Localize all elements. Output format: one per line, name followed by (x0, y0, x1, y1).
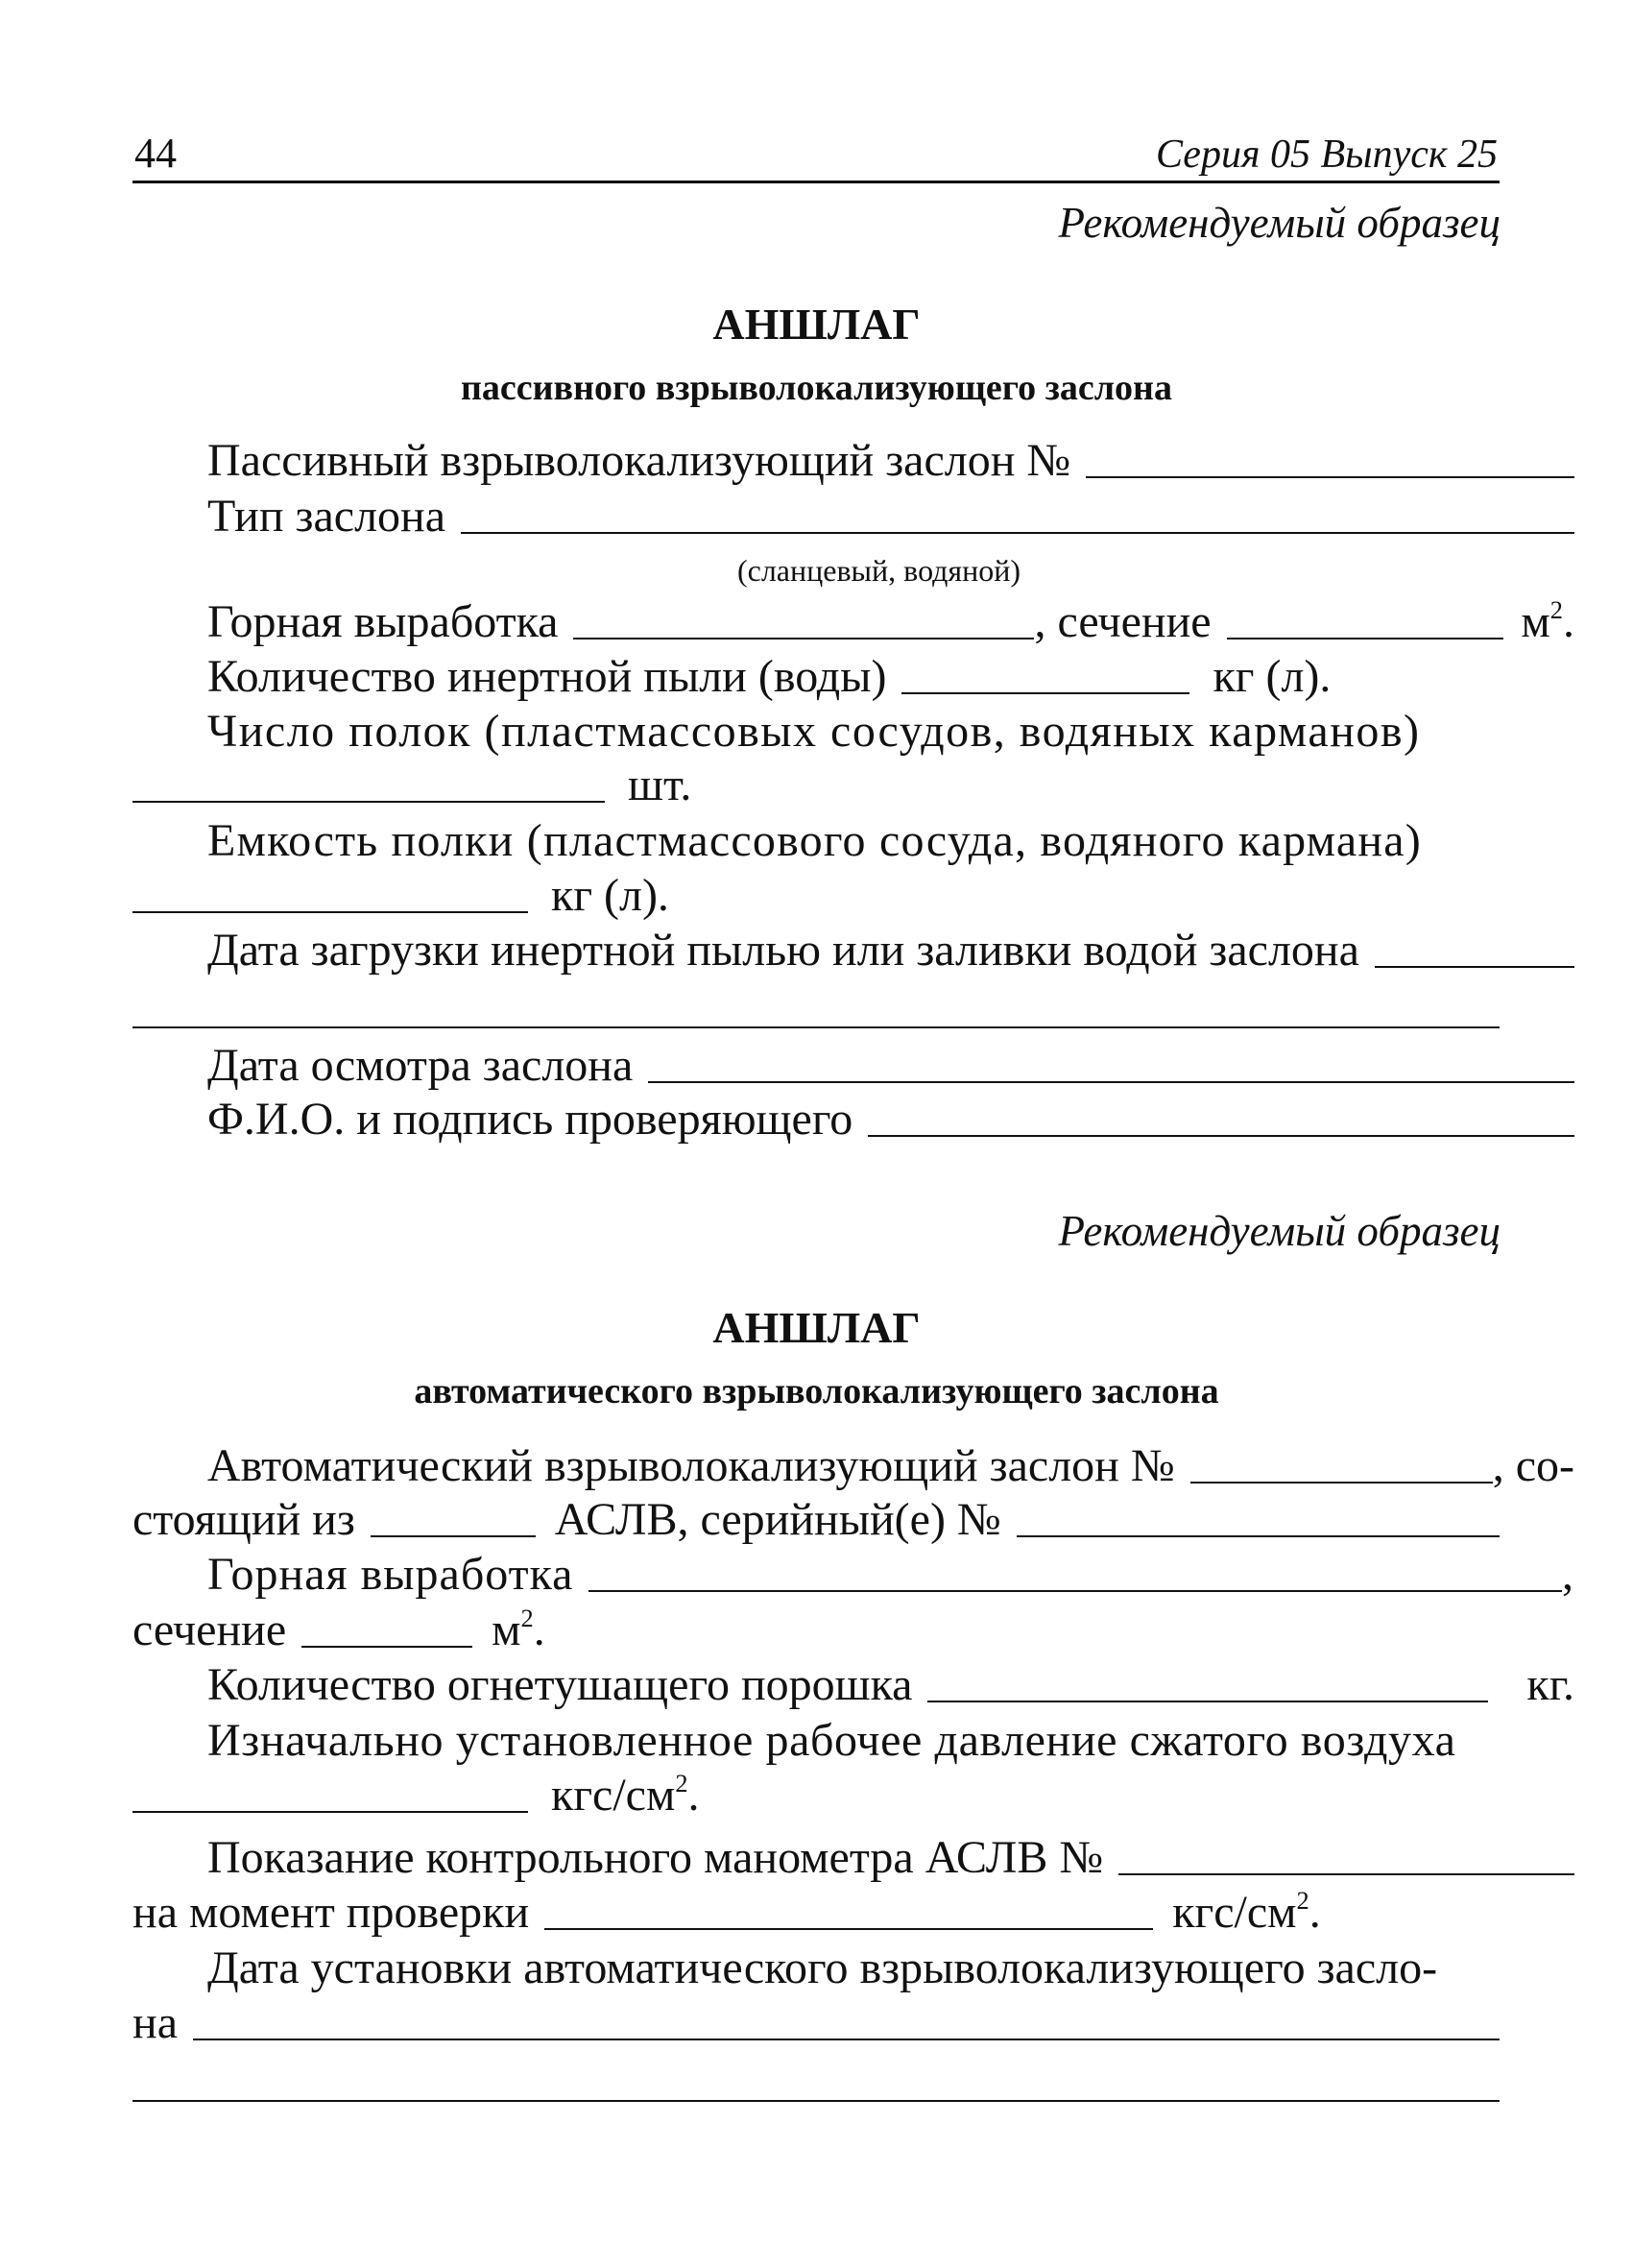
form2-working-row (132, 1546, 1574, 1600)
form1-type-row (132, 488, 1574, 542)
form1-type-label: Тип заслона (207, 491, 446, 542)
form1-number-field[interactable] (1086, 476, 1574, 478)
form1-inspect-row (132, 1037, 1574, 1091)
form1-working-field[interactable] (573, 638, 1034, 639)
form2-gauge-label: Показание контрольного манометра АСЛВ № (207, 1832, 1104, 1883)
form2-working-suffix: , (1562, 1549, 1574, 1600)
form1-inert-row (132, 648, 1574, 702)
form1-load-date-field[interactable] (1375, 966, 1574, 968)
form2-pressure-unit: кгс/$см^2$. (551, 1769, 700, 1821)
form1-subtitle: пассивного взрыволокализующего заслона (461, 368, 1172, 408)
form1-type-field[interactable] (461, 532, 1574, 534)
recommended-sample-note-2: Рекомендуемый образец (1058, 1207, 1501, 1255)
form2-pressure-field[interactable] (132, 1811, 528, 1813)
form1-inert-field[interactable] (901, 692, 1189, 694)
form2-install-label: Дата установки автоматического взрыволокализующего засло- (207, 1942, 1438, 1993)
form2-number-label: Автоматический взрыволокализующий заслон № (207, 1440, 1175, 1491)
form2-powder-row (132, 1656, 1574, 1710)
form2-consist-field[interactable] (371, 1535, 536, 1537)
form2-subtitle: автоматического взрыволокализующего заслона (414, 1371, 1219, 1411)
form1-section-unit: $м^2$. (1521, 595, 1574, 647)
form1-shelves-row (132, 703, 1574, 757)
form1-number-label: Пассивный взрыволокализующий заслон № (207, 435, 1071, 486)
form2-section-row (132, 1602, 1500, 1655)
form1-load-date-label: Дата загрузки инертной пылью или заливки водой заслона (207, 925, 1359, 976)
form1-inspector-field[interactable] (868, 1135, 1574, 1137)
form1-capacity-label: Емкость полки (пластмассового сосуда, водяного кармана) (207, 815, 1422, 866)
form2-title: АНШЛАГ (712, 1303, 921, 1352)
form2-serial-field[interactable] (1017, 1535, 1500, 1537)
form2-check-row (132, 1884, 1500, 1938)
form1-capacity-field-row (132, 867, 1500, 921)
form2-working-label: Горная выработка (207, 1549, 574, 1600)
form1-inspector-row (132, 1091, 1574, 1145)
form2-powder-label: Количество огнетушащего порошка (207, 1659, 913, 1710)
form2-pressure-row (132, 1712, 1574, 1766)
form1-capacity-unit: кг (л). (551, 870, 669, 921)
form2-check-label: на момент проверки (132, 1887, 530, 1938)
form1-inspect-field[interactable] (648, 1081, 1574, 1083)
form1-working-row (132, 593, 1574, 647)
form1-working-label: Горная выработка (207, 596, 559, 647)
form1-shelves-field[interactable] (132, 801, 605, 803)
form1-load-date-row (132, 922, 1574, 976)
form2-pressure-label: Изначально установленное рабочее давление сжатого воздуха (207, 1715, 1456, 1766)
form2-check-field[interactable] (544, 1928, 1153, 1930)
form2-install-line2[interactable] (132, 2100, 1500, 2102)
recommended-sample-note: Рекомендуемый образец (1058, 199, 1501, 247)
form1-load-date-line2[interactable] (132, 1026, 1500, 1028)
form2-consist-label: стоящий из (132, 1494, 355, 1545)
form2-powder-field[interactable] (927, 1701, 1488, 1702)
form2-pressure-field-row (132, 1767, 1500, 1821)
form2-install-field[interactable] (193, 2039, 1500, 2040)
form1-inspector-label: Ф.И.О. и подпись проверяющего (207, 1094, 853, 1145)
form2-gauge-field[interactable] (1118, 1873, 1574, 1875)
running-header (132, 125, 1500, 183)
form2-install-field-row (132, 1994, 1500, 2048)
form1-shelves-label: Число полок (пластмассовых сосудов, водяных карманов) (207, 706, 1421, 757)
form2-powder-unit: кг. (1526, 1659, 1574, 1710)
form2-section-unit: $м^2$. (492, 1604, 545, 1655)
form2-section-label: сечение (132, 1604, 287, 1655)
form2-number-field[interactable] (1190, 1482, 1493, 1484)
form2-check-unit: кгс/$см^2$. (1172, 1886, 1321, 1938)
form1-inert-unit: кг (л). (1213, 651, 1332, 702)
form2-number-row (132, 1437, 1574, 1491)
series-label: Серия 05 Выпуск 25 (1156, 133, 1498, 177)
form2-install-suffix: на (132, 1997, 178, 2048)
page-number: 44 (134, 130, 177, 177)
form1-type-hint: (сланцевый, водяной) (736, 553, 1021, 588)
form1-inert-label: Количество инертной пыли (воды) (207, 651, 887, 702)
form1-shelves-unit: шт. (628, 760, 692, 810)
form2-install-row (132, 1940, 1574, 1993)
form1-number-row (132, 432, 1574, 486)
form1-section-field[interactable] (1227, 638, 1504, 639)
form1-capacity-field[interactable] (132, 911, 528, 913)
form1-shelves-field-row (132, 757, 1500, 810)
form2-working-field[interactable] (588, 1590, 1562, 1592)
form1-title: АНШЛАГ (712, 300, 921, 349)
form2-consist-row (132, 1491, 1500, 1545)
form2-section-field[interactable] (301, 1646, 472, 1648)
form2-gauge-row (132, 1829, 1574, 1883)
form1-capacity-row (132, 812, 1574, 866)
form1-inspect-label: Дата осмотра заслона (207, 1040, 634, 1091)
form2-number-suffix: , со- (1492, 1440, 1574, 1491)
form2-aslv-label: АСЛВ, серийный(е) № (554, 1494, 1001, 1545)
form1-section-label: , сечение (1034, 596, 1212, 647)
